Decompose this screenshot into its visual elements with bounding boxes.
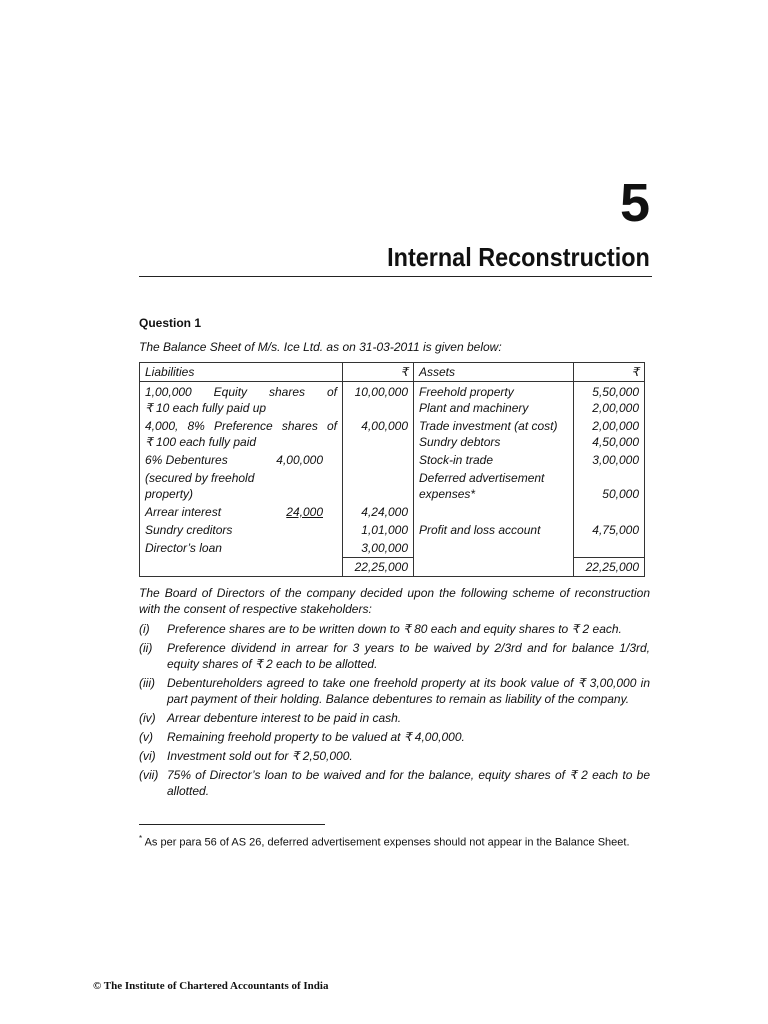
liability-cell [140,451,343,469]
liability-amount: 3,00,000 [343,539,414,558]
title-divider [139,276,652,277]
liability-line [145,504,337,520]
copyright-notice: © The Institute of Chartered Accountants of India [93,980,329,992]
question-heading: Question 1 [139,316,202,330]
list-item [139,675,650,707]
list-item [139,767,650,799]
asset-line: expenses* [419,487,476,501]
liability-cell [140,558,343,577]
item-number: (i) [139,622,150,636]
item-text: Remaining freehold property to be valued at ₹ 4,00,000. [167,730,465,744]
footnote-divider [139,824,325,825]
list-item [139,748,650,764]
table-row [140,451,645,469]
asset-amount [574,451,645,469]
liability-amount: 4,24,000 [343,503,414,521]
liability-amount [343,451,414,469]
liability-line [145,452,337,468]
asset-amount-line: 2,00,000 [592,401,639,415]
table-total-row [140,558,645,577]
total-assets: 22,25,000 [574,558,645,577]
asset-line: Freehold property [419,385,514,399]
asset-cell: Profit and loss account [414,521,574,539]
liability-cell: Sundry creditors [140,521,343,539]
list-item [139,621,650,637]
item-text: Arrear debenture interest to be paid in cash. [167,711,402,725]
liability-item: Arrear interest [145,505,222,519]
asset-amount [574,382,645,418]
question-intro: The Balance Sheet of M/s. Ice Ltd. as on 31-03-2011 is given below: [139,340,502,354]
asset-cell [414,417,574,451]
asset-amount: 4,75,000 [574,521,645,539]
liability-amount: 4,00,000 [343,417,414,451]
asset-amount [574,503,645,521]
asset-line: Deferred advertisement [419,471,545,485]
asset-amount-line: 4,50,000 [592,435,639,449]
liability-line: (secured by freehold [145,471,255,485]
table-row [140,382,645,418]
asset-amount [574,469,645,503]
liability-line: property) [145,487,194,501]
total-liabilities: 22,25,000 [343,558,414,577]
item-text: Investment sold out for ₹ 2,50,000. [167,749,353,763]
item-text: Preference shares are to be written down to ₹ 80 each and equity shares to ₹ 2 each. [167,622,622,636]
asset-line: Sundry debtors [419,435,501,449]
asset-amount [574,539,645,558]
liability-cell: Director’s loan [140,539,343,558]
liability-line: 1,00,000 Equity shares of [145,385,337,399]
liability-line: ₹ 10 each fully paid up [145,401,267,415]
footnote-text: As per para 56 of AS 26, deferred advertisement expenses should not appear in the Balance Sheet. [144,836,630,849]
board-decision-text: The Board of Directors of the company decided upon the following scheme of reconstruction with the consent of respective stakeholders: [139,586,650,616]
assets-amount-header: ₹ [574,363,645,382]
table-row [140,521,645,539]
footnote [139,834,630,849]
liability-amount: 10,00,000 [343,382,414,418]
asset-cell [414,503,574,521]
asset-cell [414,558,574,577]
liability-line: 4,000, 8% Preference shares of [145,419,337,433]
balance-sheet-table [139,362,645,577]
item-text: Preference dividend in arrear for 3 years to be waived by 2/3rd and for balance 1/3rd, equity shares of ₹ 2 each to be allotted. [167,641,650,671]
list-item [139,729,650,745]
table-row [140,417,645,451]
liability-cell [140,469,343,503]
asset-cell [414,469,574,503]
main-content [139,316,650,802]
item-text: 75% of Director’s loan to be waived and for the balance, equity shares of ₹ 2 each to be allotted. [167,768,650,798]
asset-cell [414,539,574,558]
item-text: Debentureholders agreed to take one freehold property at its book value of ₹ 3,00,000 in part payment of their holding. Balance debentures to remain as liability of the company. [167,676,650,706]
asset-line: Trade investment (at cost) [419,419,558,433]
asset-amount-line [579,470,639,486]
liability-subamount: 24,000 [286,505,323,519]
asset-cell [414,382,574,418]
table-row [140,503,645,521]
asset-amount-line: 5,50,000 [592,385,639,399]
chapter-title: Internal Reconstruction [387,242,650,272]
asset-amount-line: 2,00,000 [592,419,639,433]
footnote-mark: * [139,834,143,843]
table-row [140,469,645,503]
table-header-row [140,363,645,382]
asset-line: Plant and machinery [419,401,529,415]
asset-amount-line: 3,00,000 [592,453,639,467]
asset-cell [414,451,574,469]
assets-header: Assets [414,363,574,382]
list-item [139,710,650,726]
item-number: (vi) [139,749,156,763]
liability-cell [140,417,343,451]
liability-cell [140,382,343,418]
asset-amount-line: 50,000 [602,487,639,501]
item-number: (iv) [139,711,156,725]
liabilities-amount-header: ₹ [343,363,414,382]
chapter-number: 5 [619,173,650,233]
asset-amount [574,417,645,451]
scheme-list [139,621,650,799]
liabilities-header: Liabilities [140,363,343,382]
item-number: (ii) [139,641,153,655]
table-row [140,539,645,558]
asset-line: Stock-in trade [419,453,494,467]
list-item [139,640,650,672]
liability-amount: 1,01,000 [343,521,414,539]
liability-item: 6% Debentures [145,453,228,467]
item-number: (v) [139,730,153,744]
liability-subamount: 4,00,000 [276,453,323,467]
item-number: (vii) [139,768,159,782]
liability-amount [343,469,414,503]
item-number: (iii) [139,676,155,690]
liability-line: ₹ 100 each fully paid [145,435,257,449]
liability-cell [140,503,343,521]
